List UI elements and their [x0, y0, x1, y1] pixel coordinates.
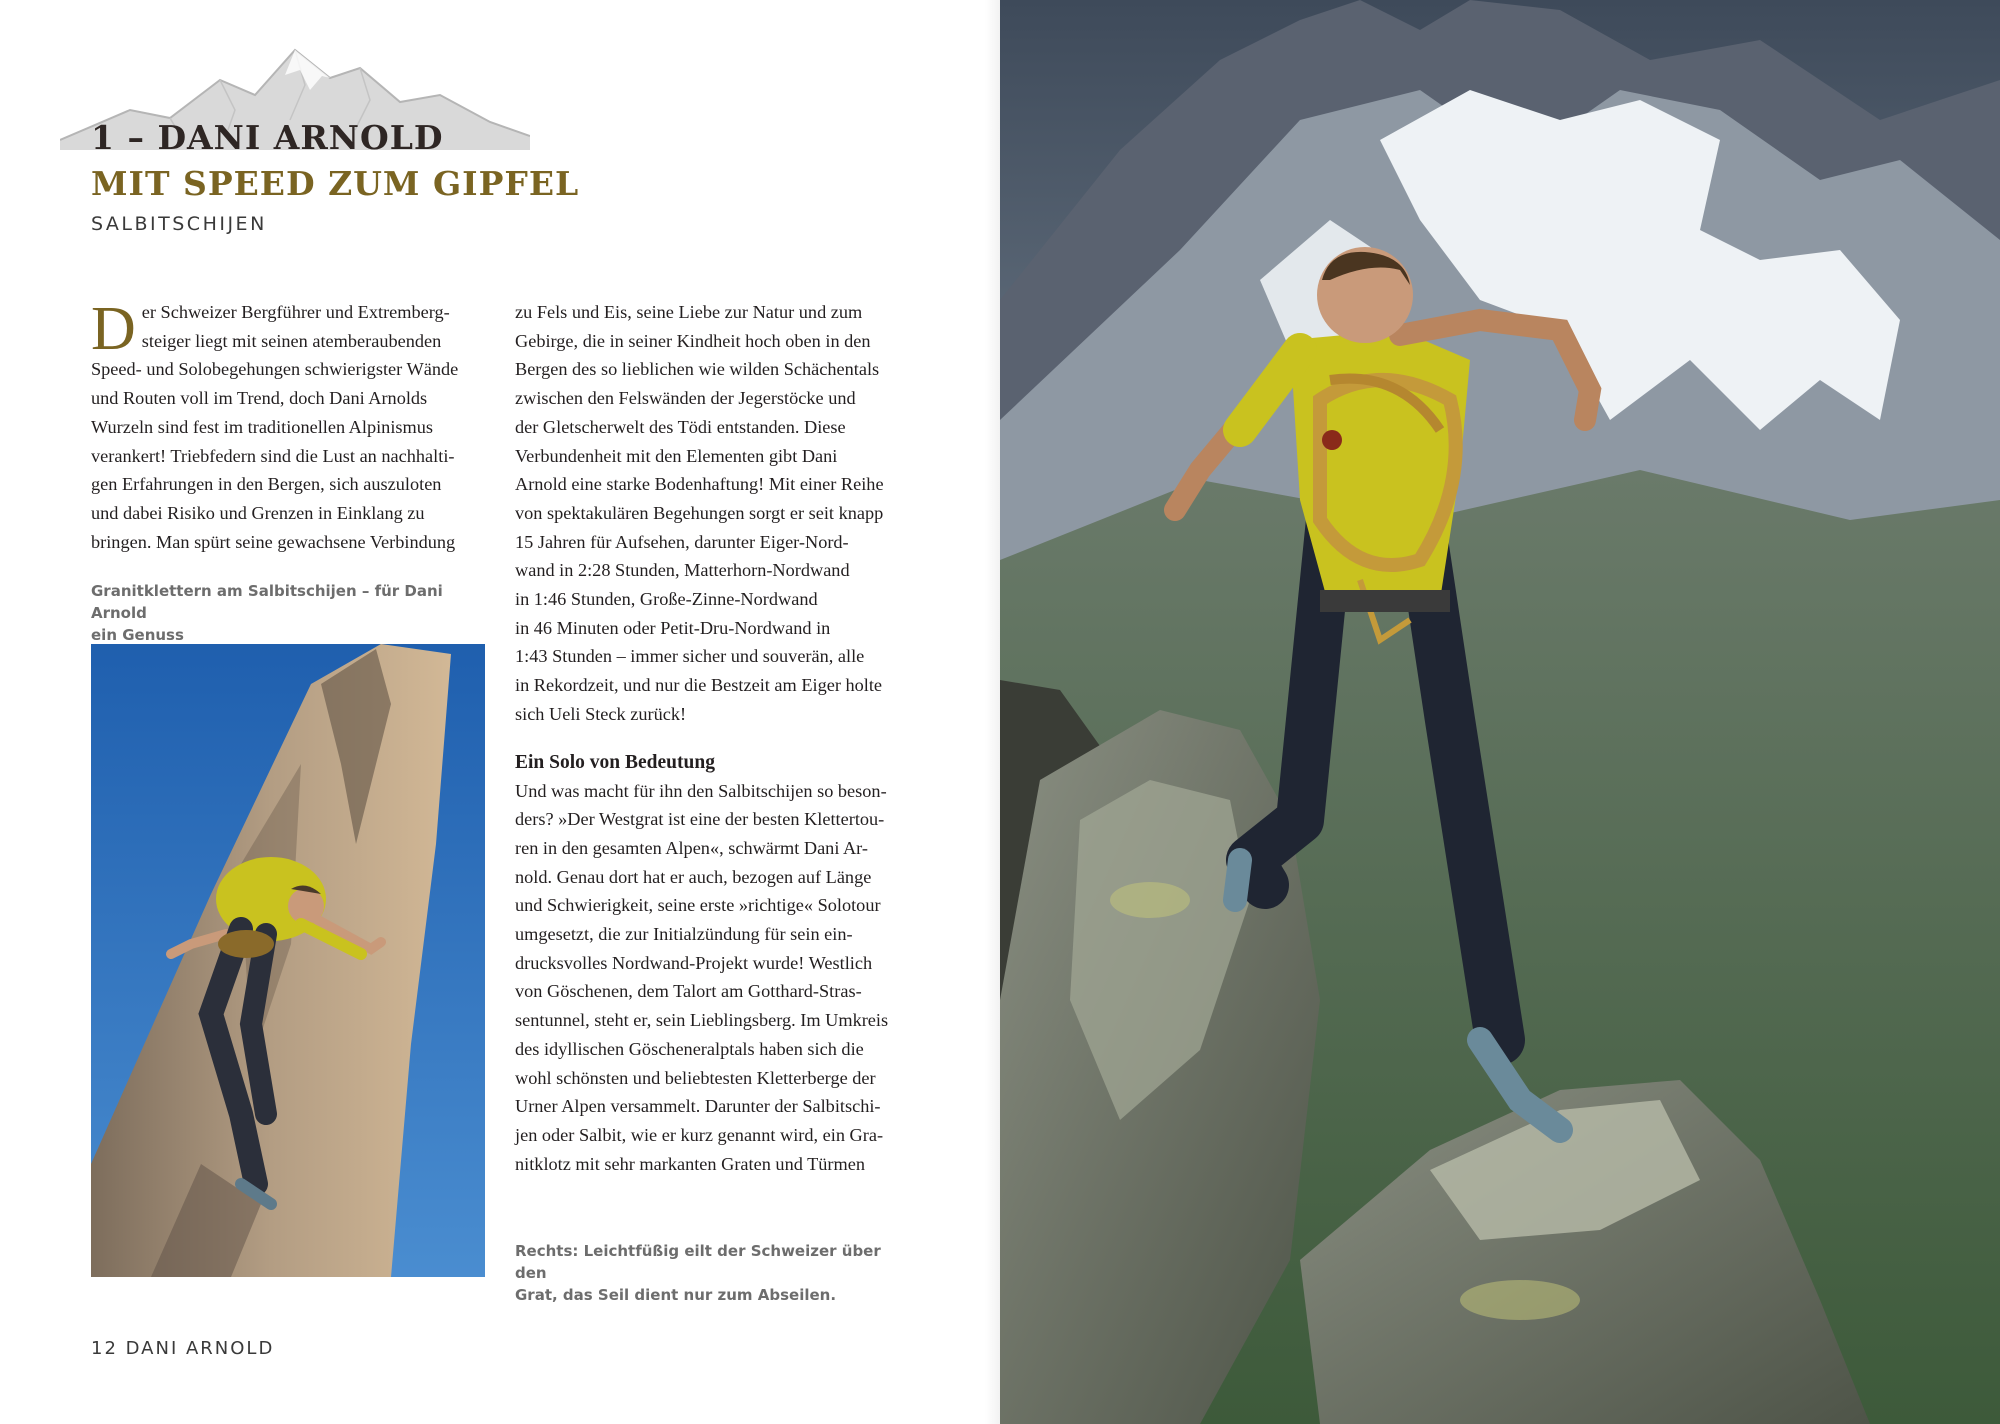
- text-line: Urner Alpen versammelt. Darunter der Salbitschi-: [515, 1096, 881, 1117]
- text-line: zu Fels und Eis, seine Liebe zur Natur und zum: [515, 302, 863, 322]
- text-line: Speed- und Solobegehungen schwierigster Wände: [91, 359, 459, 380]
- climber-on-granite-illustration: [91, 644, 485, 1277]
- caption-line: Granitklettern am Salbitschijen – für Dani Arnold: [91, 582, 443, 622]
- text-line: drucksvolles Nordwand-Projekt wurde! Westlich: [515, 952, 873, 973]
- text-line: 1:43 Stunden – immer sicher und souverän, alle: [515, 646, 865, 667]
- caption-line: Rechts: Leichtfüßig eilt der Schweizer über den: [515, 1242, 881, 1282]
- text-line: Arnold eine starke Bodenhaftung! Mit einer Reihe: [515, 474, 884, 495]
- photo-caption-left: [91, 580, 491, 646]
- drop-cap: D: [91, 295, 136, 363]
- text-line: ren in den gesamten Alpen«, schwärmt Dani Ar-: [515, 837, 868, 858]
- text-line: sentunnel, steht er, sein Lieblingsberg. Im Umkreis: [515, 1010, 889, 1031]
- paragraph: [515, 777, 911, 1179]
- text-line: nold. Genau dort hat er auch, bezogen auf Länge: [515, 866, 872, 887]
- text-line: zwischen den Felswänden der Jegerstöcke und: [515, 388, 856, 409]
- caption-line: ein Genuss: [91, 626, 184, 644]
- right-page-photo: [1000, 0, 2000, 1424]
- text-line: und dabei Risiko und Grenzen in Einklang zu: [91, 502, 425, 523]
- page-gutter: [985, 0, 1000, 1424]
- climber-jumping-illustration: [1000, 0, 2000, 1424]
- chapter-subtitle: MIT SPEED ZUM GIPFEL: [91, 164, 580, 203]
- text-line: jen oder Salbit, wie er kurz genannt wird, ein Gra-: [515, 1124, 884, 1145]
- text-line: er Schweizer Bergführer und Extremberg-: [141, 302, 450, 322]
- page-folio: 12 DANI ARNOLD: [91, 1338, 275, 1359]
- text-line: wohl schönsten und beliebtesten Kletterberge der: [515, 1067, 876, 1088]
- text-line: in 46 Minuten oder Petit-Dru-Nordwand in: [515, 617, 831, 638]
- paragraph: [515, 298, 911, 729]
- text-line: verankert! Triebfedern sind die Lust an nachhalti-: [91, 445, 455, 466]
- text-line: Wurzeln sind fest im traditionellen Alpinismus: [91, 416, 433, 437]
- text-line: der Gletscherwelt des Tödi entstanden. Diese: [515, 416, 846, 437]
- text-line: ders? »Der Westgrat ist eine der besten Klettertou-: [515, 809, 885, 830]
- text-line: Bergen des so lieblichen wie wilden Schächentals: [515, 359, 880, 380]
- photo-caption-right: [515, 1240, 915, 1306]
- text-line: 15 Jahren für Aufsehen, darunter Eiger-Nord-: [515, 531, 849, 552]
- text-line: in Rekordzeit, und nur die Bestzeit am Eiger holte: [515, 675, 883, 696]
- text-line: des idyllischen Göscheneralptals haben sich die: [515, 1038, 864, 1059]
- chapter-title: 1 – DANI ARNOLD: [91, 118, 444, 157]
- climbing-photo: [91, 644, 485, 1277]
- caption-line: Grat, das Seil dient nur zum Abseilen.: [515, 1286, 837, 1304]
- text-line: Und was macht für ihn den Salbitschijen so beson-: [515, 780, 887, 801]
- text-line: und Routen voll im Trend, doch Dani Arnolds: [91, 388, 428, 409]
- text-line: und Schwierigkeit, seine erste »richtige« Solotour: [515, 895, 881, 916]
- text-column-1: [91, 295, 486, 556]
- text-line: umgesetzt, die zur Initialzündung für sein ein-: [515, 924, 853, 945]
- section-subheading: Ein Solo von Bedeutung: [515, 751, 715, 773]
- text-line: nitklotz mit sehr markanten Graten und Türmen: [515, 1153, 865, 1174]
- text-line: in 1:46 Stunden, Große-Zinne-Nordwand: [515, 589, 818, 610]
- text-line: wand in 2:28 Stunden, Matterhorn-Nordwand: [515, 560, 850, 581]
- text-column-2: [515, 298, 911, 1178]
- text-line: bringen. Man spürt seine gewachsene Verbindung: [91, 531, 456, 552]
- text-line: von spektakulären Begehungen sorgt er seit knapp: [515, 502, 884, 523]
- text-line: Gebirge, die in seiner Kindheit hoch oben in den: [515, 330, 871, 351]
- text-line: steiger liegt mit seinen atemberaubenden: [141, 330, 442, 351]
- text-line: Verbundenheit mit den Elementen gibt Dani: [515, 445, 838, 466]
- text-line: gen Erfahrungen in den Bergen, sich auszuloten: [91, 474, 442, 495]
- text-line: von Göschenen, dem Talort am Gotthard-Stras-: [515, 981, 862, 1002]
- text-line: sich Ueli Steck zurück!: [515, 703, 687, 724]
- location-label: SALBITSCHIJEN: [91, 213, 267, 235]
